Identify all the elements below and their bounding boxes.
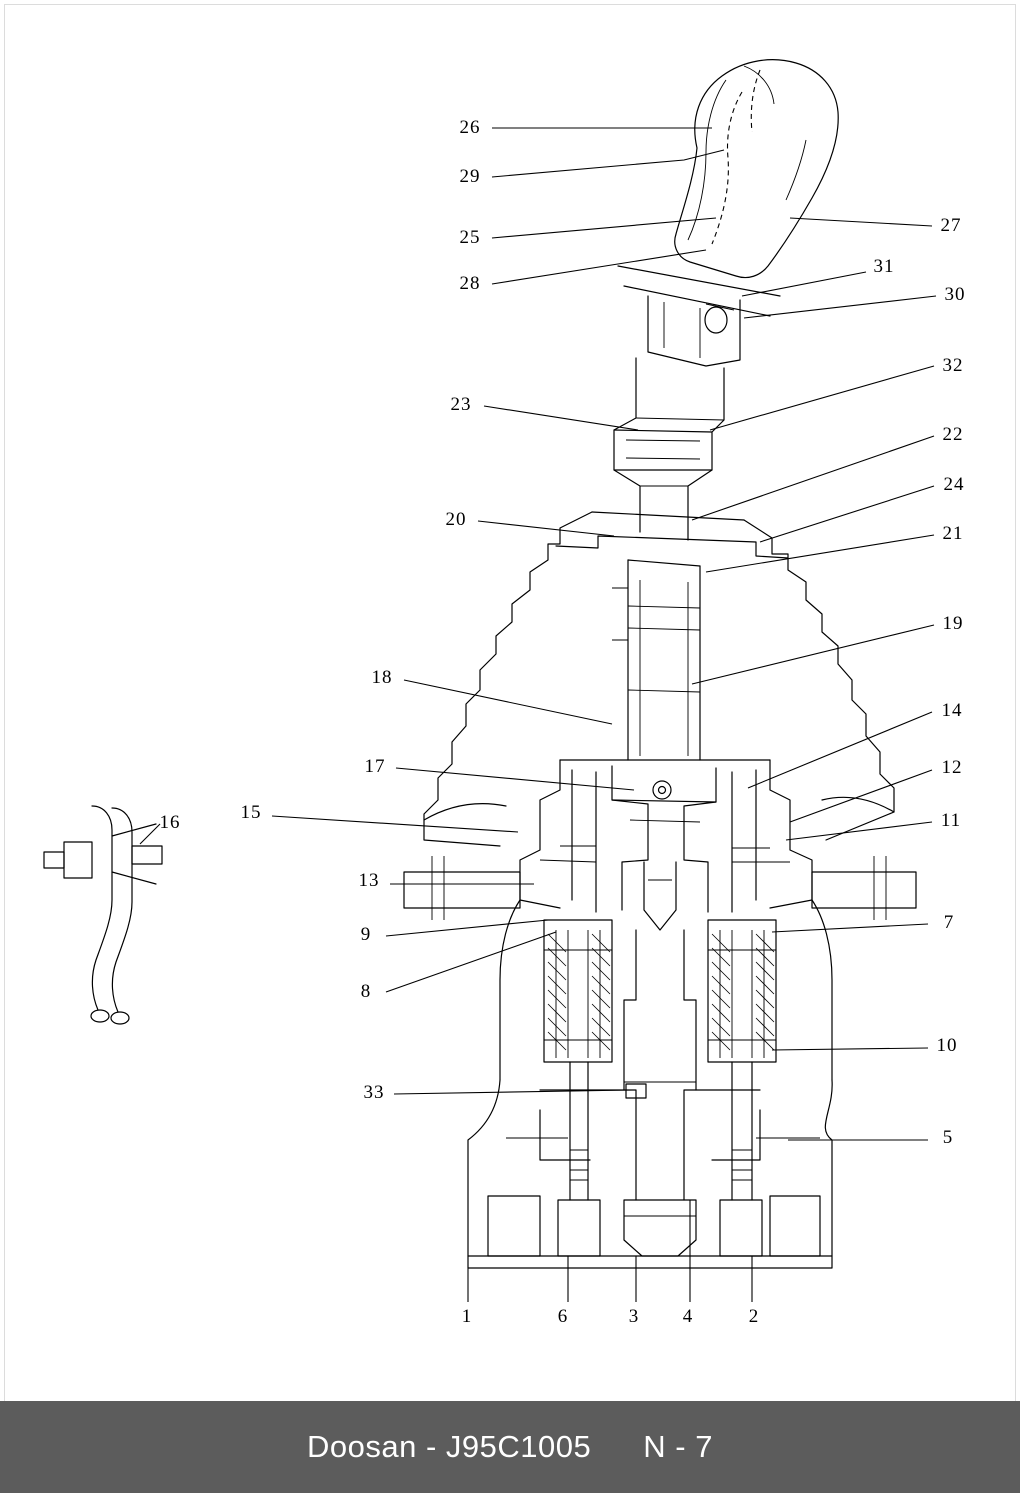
callout-number-31: 31 bbox=[873, 256, 895, 277]
callout-number-5: 5 bbox=[942, 1127, 954, 1148]
callout-number-2: 2 bbox=[748, 1306, 760, 1327]
callout-number-17: 17 bbox=[364, 756, 386, 777]
leader-lines bbox=[140, 128, 936, 1302]
callout-number-9: 9 bbox=[360, 924, 372, 945]
callout-number-26: 26 bbox=[459, 117, 481, 138]
callout-number-20: 20 bbox=[445, 509, 467, 530]
upper-housing bbox=[520, 760, 812, 930]
callout-number-8: 8 bbox=[360, 981, 372, 1002]
callout-number-33: 33 bbox=[363, 1082, 385, 1103]
lever-grip bbox=[675, 60, 838, 278]
callout-number-22: 22 bbox=[942, 424, 964, 445]
callout-number-28: 28 bbox=[459, 273, 481, 294]
callout-number-16: 16 bbox=[159, 812, 181, 833]
footer-page-ref: N - 7 bbox=[643, 1429, 713, 1464]
callout-number-32: 32 bbox=[942, 355, 964, 376]
callout-number-25: 25 bbox=[459, 227, 481, 248]
callout-number-19: 19 bbox=[942, 613, 964, 634]
center-passage bbox=[488, 930, 820, 1256]
callout-number-13: 13 bbox=[358, 870, 380, 891]
callout-labels bbox=[160, 117, 966, 1327]
callout-number-6: 6 bbox=[557, 1306, 569, 1327]
callout-number-7: 7 bbox=[943, 912, 955, 933]
callout-number-27: 27 bbox=[940, 215, 962, 236]
center-stem bbox=[612, 560, 700, 760]
callout-number-11: 11 bbox=[940, 810, 962, 831]
detached-bracket bbox=[44, 806, 162, 1024]
callout-number-21: 21 bbox=[942, 523, 964, 544]
callout-number-23: 23 bbox=[450, 394, 472, 415]
plunger-right bbox=[708, 920, 776, 1256]
callout-number-29: 29 bbox=[459, 166, 481, 187]
plunger-left bbox=[544, 920, 612, 1256]
mount-lugs bbox=[404, 856, 916, 920]
footer-bar bbox=[0, 1401, 1020, 1493]
lever-shaft-upper bbox=[614, 358, 724, 540]
valve-body bbox=[468, 900, 832, 1268]
callout-number-15: 15 bbox=[240, 802, 262, 823]
callout-number-4: 4 bbox=[682, 1306, 694, 1327]
callout-number-24: 24 bbox=[943, 474, 965, 495]
callout-number-10: 10 bbox=[936, 1035, 958, 1056]
callout-number-12: 12 bbox=[941, 757, 963, 778]
callout-number-1: 1 bbox=[461, 1306, 473, 1327]
grip-collar bbox=[618, 266, 780, 366]
callout-number-14: 14 bbox=[941, 700, 963, 721]
footer-brand-model: Doosan - J95C1005 bbox=[307, 1429, 592, 1464]
callout-number-30: 30 bbox=[944, 284, 966, 305]
callout-number-3: 3 bbox=[628, 1306, 640, 1327]
callout-number-18: 18 bbox=[371, 667, 393, 688]
